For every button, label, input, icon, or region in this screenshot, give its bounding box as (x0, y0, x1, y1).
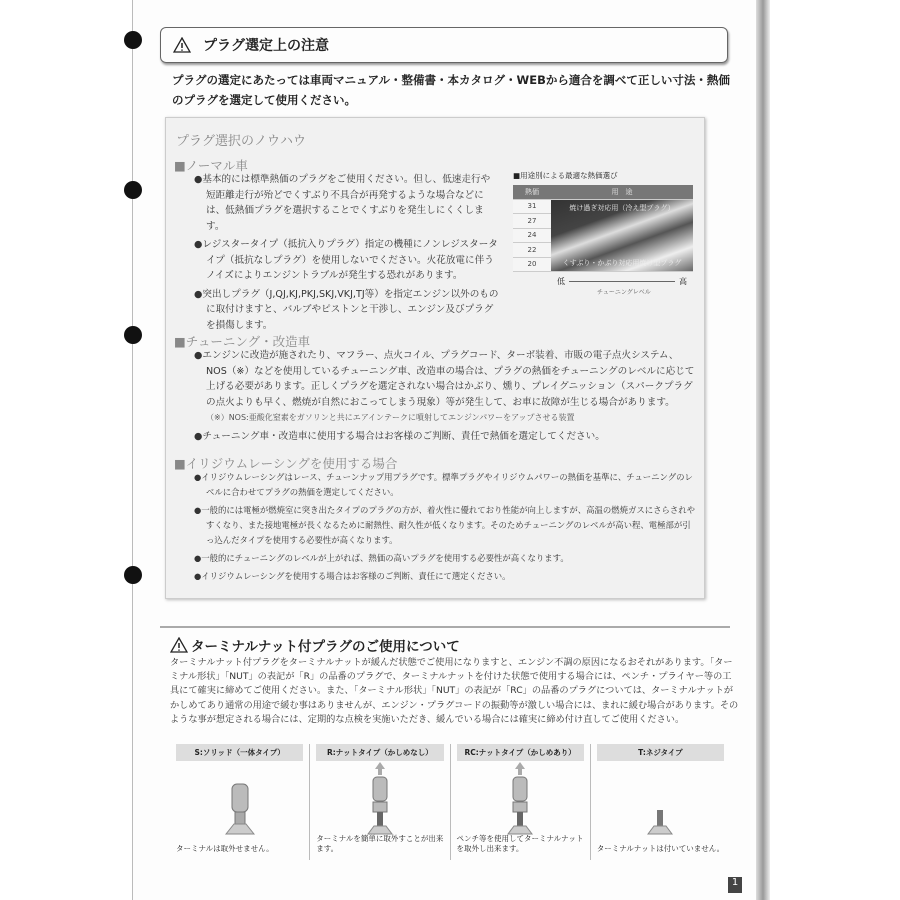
binding-hole (124, 31, 142, 49)
type-label: S:ソリッド（一体タイプ） (176, 744, 303, 761)
bullet: ●イリジウムレーシングはレース、チューンナップ用プラグです。標準プラグやイリジウムパワーの熱価を基準に、チューニングのレベルに合わせてプラグの熱価を選定してください。 (194, 472, 693, 497)
bullet: ●チューニング車・改造車に使用する場合はお客様のご判断、責任で熱価を選定してください。 (194, 430, 605, 442)
type-caption: ターミナルは取外せません。 (176, 844, 274, 853)
nut-terminal-illustration (360, 762, 400, 842)
terminal-type-t (591, 744, 730, 860)
type-label: T:ネジタイプ (597, 744, 724, 761)
type-caption: ターミナルナットは付いていません。 (596, 844, 725, 853)
bullet: ●イリジウムレーシングを使用する場合はお客様のご判断、責任にて選定ください。 (194, 571, 511, 581)
normal-bullets (194, 172, 499, 336)
type-caption: ペンチ等を使用してターミナルナットを取外し出来ます。 (456, 834, 584, 853)
section2-title (170, 635, 460, 655)
page-number: 1 (728, 877, 742, 893)
section2-paragraph: ターミナルナット付プラグをターミナルナットが緩んだ状態でご使用になりますと、エンジン不調の原因になるおそれがあります。「ターミナル形状」「NUT」の表記が「R」の品番のプラグで、ターミナルナットを付けた状態で使用する場合には、ペンチ・プライヤー等の工具にて確実に締めてご使用ください。また、「ターミナル形状」「NUT」の表記が「RC」の品番のプラグについては、ターミナルナットがかしめてあり通常の用途で緩む事はありませんが、エンジン・プラグコードの振動等が激しい場合には、まれに緩む場合があります。そのような事が想定される場合には、定期的な点検を実施いただき、緩んでいる場合には確実に締め付け直してご使用ください。 (170, 657, 739, 725)
type-caption: ターミナルを簡単に取外すことが出来ます。 (316, 834, 444, 853)
top-use: 焼け過ぎ対応用（冷え型プラグ） (569, 203, 675, 212)
terminal-type-rc (451, 744, 591, 860)
heat-value: 27 (513, 214, 551, 229)
section2-title-text: ターミナルナット付プラグのご使用について (191, 639, 460, 655)
axis-low: 低 (557, 277, 565, 286)
heat-value: 24 (513, 229, 551, 244)
solid-terminal-illustration (220, 762, 260, 842)
tuning-heading: ■チューニング・改造車 (174, 334, 311, 349)
bullet: ●レジスタータイプ（抵抗入りプラグ）指定の機種にノンレジスタータイプ（抵抗なしプラグ）を使用しないでください。火花放電に伴うノイズによりエンジントラブルが発生する恐れがあります。 (194, 239, 498, 281)
divider (160, 626, 730, 628)
binding-hole (124, 181, 142, 199)
bullet: ●突出しプラグ（J,QJ,KJ,PKJ,SKJ,VKJ,TJ等）を指定エンジン以外のものに取付けますと、バルブやピストンと干渉し、エンジン及びプラグを損傷します。 (194, 288, 499, 331)
nos-note: （※）NOS:亜酸化窒素をガソリンと共にエアインテークに噴射してエンジンパワーをアップさせる装置 (206, 413, 575, 422)
binding-hole (124, 326, 142, 344)
section-title: プラグ選定上の注意 (203, 38, 329, 54)
heat-range-chart (513, 170, 693, 296)
bullet: ●一般的には電極が燃焼室に突き出たタイプのプラグの方が、着火性に優れており性能が向上しますが、高温の燃焼ガスにさらされやすくなり、また接地電極が長くなるために耐熱性、耐久性が低くなります。そのためチューニングのレベルが高い程、電極部が引っ込んだタイプを使用する必要性が高くなります。 (194, 505, 696, 545)
terminal-type-s (170, 744, 310, 860)
bullet: ●一般的にチューニングのレベルが上がれば、熱価の高いプラグを使用する必要性が高くなります。 (194, 553, 569, 563)
col-heat: 熱価 (513, 185, 551, 200)
knowhow-box (165, 117, 705, 599)
bullet: ●基本的には標準熱価のプラグをご使用ください。但し、低速走行や短距離走行が殆どでくすぶり不具合が再発するような場合などには、低熱価プラグを選択することでくすぶりを発生しにくくします。 (194, 174, 491, 232)
normal-heading: ■ノーマル車 (174, 158, 248, 173)
bullet: ●エンジンに改造が施されたり、マフラー、点火コイル、プラグコード、ターボ装着、市販の電子点火システム、NOS（※）などを使用しているチューニング車、改造車の場合は、プラグの熱価をチューニングのレベルに応じて上げる必要があります。正しくプラグを選定されない場合はかぶり、燻り、プレイグニッション（スパークプラグの点火よりも早く、燃焼が自然におこってしまう現象）等が発生して、お車に故障が生じる場合があります。 (194, 350, 695, 408)
section-title-box (160, 27, 728, 63)
heat-value: 20 (513, 258, 551, 273)
iridium-bullets (194, 470, 699, 587)
warning-icon (173, 37, 191, 53)
type-label: RC:ナットタイプ（かしめあり） (457, 744, 584, 761)
terminal-type-r (310, 744, 450, 860)
terminal-types (170, 744, 730, 860)
crimped-nut-terminal-illustration (500, 762, 540, 842)
axis-high: 高 (679, 277, 687, 286)
chart-caption: ■用途別による最適な熱価選び (513, 171, 618, 180)
warning-icon (170, 637, 188, 653)
heat-value: 31 (513, 200, 551, 215)
axis-label: チューニングレベル (597, 289, 651, 296)
page-edge (756, 0, 770, 900)
binding-hole (124, 566, 142, 584)
intro-text: プラグの選定にあたっては車両マニュアル・整備書・本カタログ・WEBから適合を調べて正しい寸法・熱価のプラグを選定して使用ください。 (172, 73, 730, 107)
thread-terminal-illustration (640, 762, 680, 842)
axis-arrow (569, 281, 675, 282)
bottom-use: くすぶり・かぶり対応用焼け型プラグ (562, 259, 682, 267)
type-label: R:ナットタイプ（かしめなし） (316, 744, 443, 761)
heat-value: 22 (513, 243, 551, 258)
tuning-bullets (194, 348, 699, 447)
col-use: 用 途 (551, 185, 693, 200)
heat-gradient (551, 200, 693, 273)
iridium-heading: ■イリジウムレーシングを使用する場合 (174, 456, 398, 471)
knowhow-title: プラグ選択のノウハウ (176, 134, 307, 149)
